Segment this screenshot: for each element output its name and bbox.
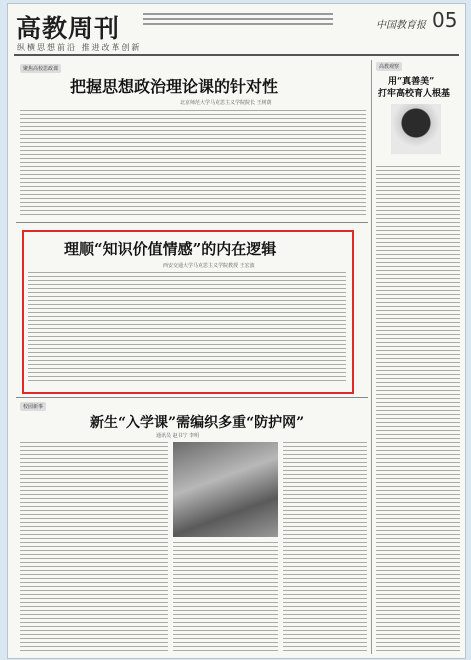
- masthead-rule: [14, 54, 459, 56]
- body-text-bottom-center: [173, 542, 278, 654]
- news-photo: [173, 442, 278, 537]
- meta-line: [143, 23, 333, 25]
- sidebar-headline-2: 打牢高校育人根基: [378, 89, 451, 99]
- masthead-meta-lines: [143, 10, 333, 36]
- headline-top: 把握思想政治理论课的针对性: [70, 77, 279, 96]
- byline-bottom: 通讯员 赵书宁 李明: [156, 433, 200, 439]
- sidebar-headline-1: 用“真善美”: [388, 77, 435, 87]
- meta-line: [143, 13, 333, 15]
- body-text-top: [20, 110, 366, 216]
- masthead-subtitle: 纵横思想前沿 推进改革创新: [17, 43, 142, 52]
- body-text-sidebar: [376, 166, 460, 654]
- section-tag-top: 聚焦高校思政课: [20, 64, 61, 73]
- divider-middle: [16, 397, 368, 398]
- column-divider: [371, 60, 372, 654]
- headline-bottom: 新生“入学课”需编织多重“防护网”: [90, 415, 305, 431]
- section-tag-sidebar: 高教观察: [376, 62, 402, 71]
- page-number: 05: [432, 8, 458, 32]
- paper-name: 中国教育报: [376, 20, 426, 31]
- masthead-title: 高教周刊: [16, 14, 121, 43]
- byline-top: 北京师范大学马克思主义学院院长 王树荫: [180, 100, 272, 106]
- meta-line: [143, 18, 333, 20]
- body-text-bottom-left: [20, 442, 168, 654]
- body-text-bottom-right: [283, 442, 367, 654]
- divider-top: [16, 222, 368, 223]
- newspaper-page: [7, 3, 466, 659]
- section-tag-bottom: 校园新事: [20, 402, 46, 411]
- headline-middle: 理顺“知识价值情感”的内在逻辑: [64, 240, 277, 258]
- byline-middle: 西安交通大学马克思主义学院教授 王宏波: [163, 263, 255, 269]
- author-portrait: [391, 104, 441, 154]
- body-text-middle: [28, 272, 346, 384]
